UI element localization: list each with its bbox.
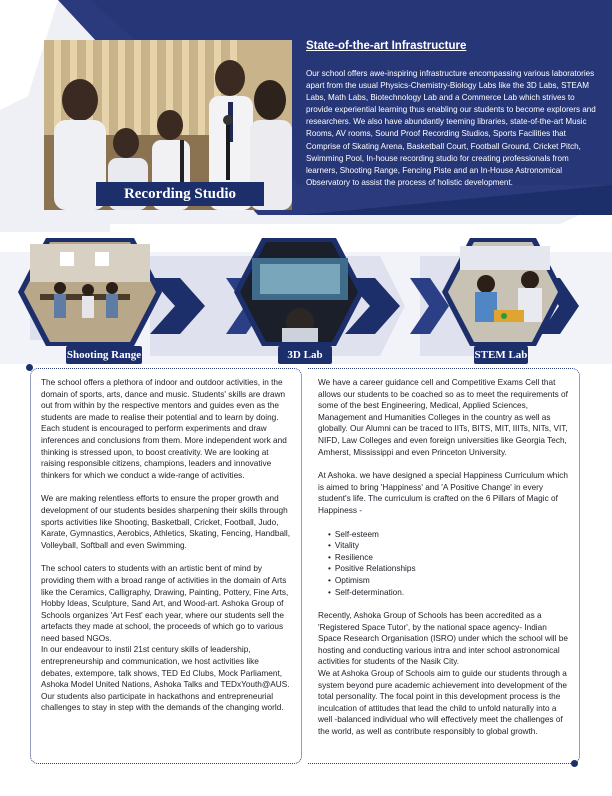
hackathon-paragraph: Our students also participate in hackathons and entrepreneurial challenges to stay in step with the demands of the changing world. <box>41 691 284 713</box>
recording-studio-caption: Recording Studio <box>96 182 264 206</box>
shooting-range-photo <box>18 238 162 346</box>
list-item: • Resilience <box>328 552 570 564</box>
infrastructure-title: State-of-the-art Infrastructure <box>306 40 467 52</box>
list-item: • Optimism <box>328 575 570 587</box>
isro-paragraph: Recently, Ashoka Group of Schools has been accredited as a 'Registered Space Tutor', by the national space agency- Indian Space Research Organisation (ISRO) under which the school will be hosting and conducting various intra and inter school astronomical activities for students of the Nasik City. <box>318 611 568 667</box>
personality-paragraph: We at Ashoka Group of Schools aim to guide our students through a system beyond pure academic achievement into development of the total personality. The focal point in this development process is the inculcation of attitudes that lead the child to unfold naturally into a well -balanced individual who will effectively meet the challenges of the world, as well as contribute responsibly to global growth. <box>318 669 568 737</box>
pillars-list <box>318 529 570 599</box>
stem-lab-caption: STEM Lab <box>474 346 528 364</box>
right-text-column <box>308 368 580 764</box>
arts-paragraph: The school caters to students with an artistic bent of mind by providing them with a broad range of activities in the domain of Arts like the Ceramics, Calligraphy, Drawing, Painting, Pottery, Fine Arts, Hobby Ideas, Sculpture, Sand Art, and Wood-art. Ashoka Group of Schools organizes 'Art Fest' each year, where our students sell the artefacts they made at school, the proceeds of which go to various need based NGOs. <box>41 564 289 643</box>
infrastructure-body: Our school offers awe-inspiring infrastructure encompassing various laboratories apart from the usual Physics-Chemistry-Biology Labs like the 3D Labs, STEAM Labs, Math Labs, Biotechnology Lab and a Commerce Lab which strives to provide experiential learning thus enabling our students to become explorers and researchers. We also have abundantly teeming libraries, state-of-the-art Music Rooms, AV rooms, Sound Proof Recording Studios, Sports Facilities that Comprise of Skating Arena, Basketball Court, Football Ground, Cricket Pitch, Swimming Pool, In-house recording studio for creating professionals from learners, Shooting Range, Fencing Piste and an In-House Astronomical Observatory to assist the process of holistic development. <box>306 69 596 187</box>
list-item: • Positive Relationships <box>328 563 570 575</box>
list-item: • Vitality <box>328 540 570 552</box>
3d-lab-caption: 3D Lab <box>278 346 332 364</box>
list-item: • Self-esteem <box>328 529 570 541</box>
leadership-paragraph: In our endeavour to instil 21st century skills of leadership, entrepreneurship and communication, we host activities like debates, extempore, talk shows, TED Ed Clubs, Mock Parliament, Ashoka Model United Nations, Ashoka Talks and TEDxYouth@AUS. <box>41 645 290 690</box>
shooting-range-caption: Shooting Range <box>66 346 142 364</box>
activities-paragraph: The school offers a plethora of indoor and outdoor activities, in the domain of sports, arts, dance and music. Students' skills are drawn out from within by the respective mentors and guides even as the students are made to realise their potential and to learn by doing. Each student is encouraged to perform experiments and draw inferences and conclusions from them. More independent work and thinking is stressed upon, to boost creativity. We are looking at raising responsible citizens, champions, leaders and innovative thinkers for which we conduct a wide-range of activities. <box>41 378 287 480</box>
sports-paragraph: We are making relentless efforts to ensure the proper growth and development of our students besides sharpening their skills through sports activities like Shooting, Basketball, Cricket, Football, Judo, Karate, Gymnastics, Aerobics, Athletics, Skating, Fencing, Handball, Volleyball, Softball and even Swimming. <box>41 494 290 550</box>
career-paragraph: We have a career guidance cell and Competitive Exams Cell that allows our students to be coached so as to meet the requirements of some of the best Engineering, Medical, Applied Sciences, Management and Humanities Colleges in the country as well as globally. Our Alumni can be traced to IITs, BITS, MIT, IIITs, NITs, VIT, NIFD, Law Colleges and even foreign universities like Georgia Tech, Amherst, Mississippi and even Princeton University. <box>318 378 568 457</box>
decorative-dot <box>26 364 33 371</box>
left-text-column <box>30 368 302 764</box>
happiness-paragraph: At Ashoka. we have designed a special Happiness Curriculum which is aimed to bring 'Happiness' and 'A Positive Change' in every student's life. The curriculum is crafted on the 6 Pillars of Magic of Happiness - <box>318 471 568 515</box>
decorative-dot <box>571 760 578 767</box>
list-item: • Self-determination. <box>328 587 570 599</box>
